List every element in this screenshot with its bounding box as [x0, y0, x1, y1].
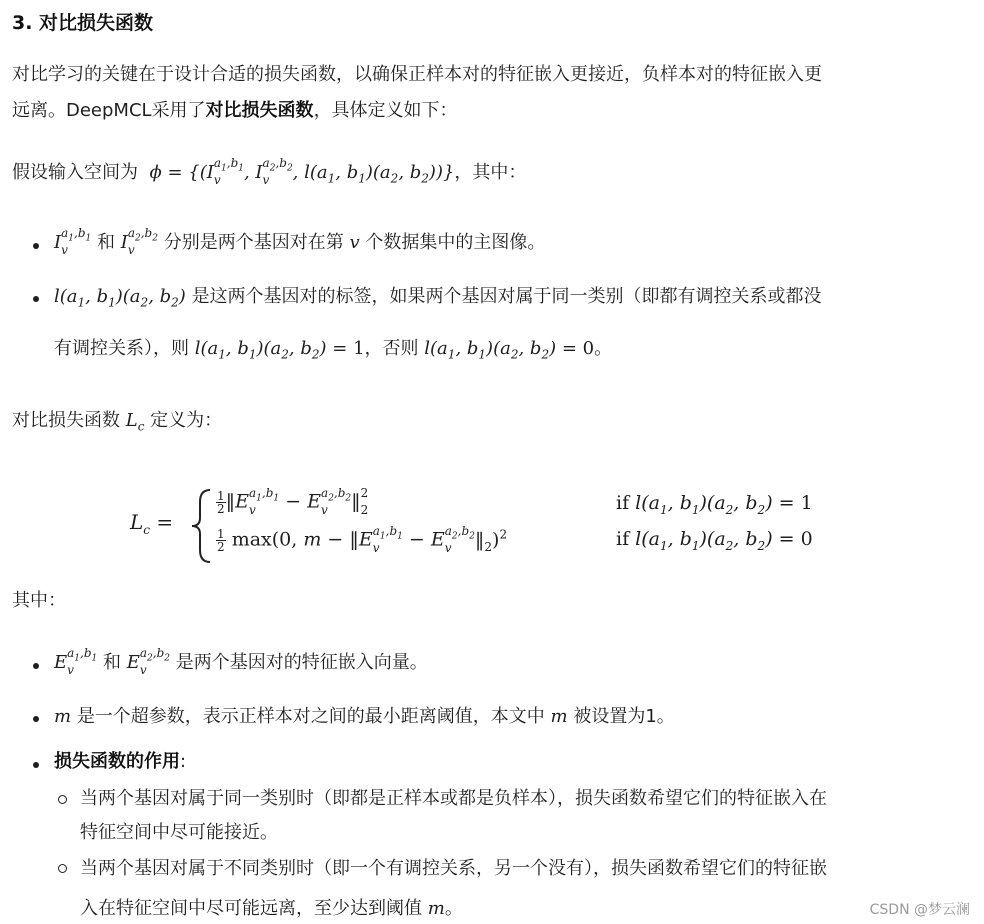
sub-bullet-circle — [58, 795, 67, 804]
where-2-text: 是一个超参数，表示正样本对之间的最小距离阈值，本文中 — [76, 706, 545, 727]
role-colon: : — [180, 751, 187, 772]
where-bullet-embeddings — [54, 648, 428, 678]
bullet-dot — [33, 762, 39, 768]
label-formula: $l(a_1$, $b_1)(a_2$, $b_2$) — [54, 286, 186, 310]
sub-bullet-2-line-2-end: 。 — [444, 898, 463, 919]
loss-def-prefix: 对比损失函数 — [12, 410, 120, 431]
intro-line-2 — [12, 96, 458, 126]
where-2-text-2: 被设置为1。 — [573, 706, 675, 727]
m-var: m — [550, 706, 568, 727]
intro-line-2-prefix: 远离。DeepMCL采用了 — [12, 100, 206, 121]
v-var: v — [349, 232, 360, 253]
i-v-a2b2: I $a_2,b_2$ v — [120, 226, 158, 257]
and-word: 和 — [103, 652, 121, 673]
loss-formula — [128, 484, 888, 568]
and-word: 和 — [96, 232, 115, 253]
where-1-text: 是两个基因对的特征嵌入向量。 — [175, 652, 428, 673]
bullet-1-text-2: 个数据集中的主图像。 — [365, 232, 546, 253]
bullet-dot — [33, 663, 39, 669]
label-eq-0: $l(a_1$, $b_1)(a_2$, $b_2) = 0$ — [424, 338, 595, 362]
bullet-2-line-2-prefix: 有调控关系），则 — [54, 338, 189, 359]
m-var: m — [427, 898, 445, 919]
formula-case-2: $\frac{1}{2}$ max(0, m − ‖E $a_1,b_1$ v − E $a_2,b_2$ v $‖_2)^2$ — [217, 523, 508, 555]
bullet-2-line-2-end: 。 — [594, 338, 613, 359]
m-var: m — [54, 706, 72, 727]
sub-bullet-2-line-2-prefix: 入在特征空间中尽可能远离，至少达到阈值 — [80, 898, 422, 919]
role-heading: 损失函数的作用 — [54, 751, 180, 772]
lc-symbol: $L_c$ — [125, 410, 145, 434]
intro-bold-term: 对比损失函数 — [205, 100, 314, 121]
bullet-main-images — [54, 228, 545, 258]
watermark: CSDN @梦云澜 — [869, 902, 970, 918]
sub-bullet-2-line-2 — [80, 894, 463, 924]
bullet-label-line-2 — [54, 334, 612, 364]
input-space-line — [12, 158, 526, 188]
where-bullet-role — [54, 747, 186, 777]
bullet-2-text: 是这两个基因对的标签，如果两个基因对属于同一类别（即都有调控关系或都没 — [191, 286, 822, 307]
bullet-dot — [33, 716, 39, 722]
loss-def-suffix: 定义为： — [150, 410, 223, 431]
section-title: 3. 对比损失函数 — [12, 12, 154, 34]
i-v-a1b1: I $a_1,b_1$ v — [54, 226, 92, 257]
formula-lhs: $L_c$ = — [130, 510, 174, 537]
sub-bullet-1-line-2: 特征空间中尽可能接近。 — [80, 822, 278, 843]
bullet-dot — [33, 243, 39, 249]
formula-case-1: $\frac{1}{2}$ ‖E $a_1,b_1$ v − E $a_2,b_2$ v ‖ 2 2 — [217, 485, 369, 517]
where-label: 其中： — [12, 590, 66, 611]
sub-bullet-2-line-1: 当两个基因对属于不同类别时（即一个有调控关系，另一个没有），损失函数希望它们的特征嵌 — [80, 858, 827, 879]
e-v-a1b1: E $a_1,b_1$ v — [54, 646, 98, 677]
bullet-1-text: 分别是两个基因对在第 — [163, 232, 344, 253]
input-space-suffix: ，其中： — [454, 162, 527, 183]
sub-bullet-circle — [58, 864, 67, 873]
intro-line-2-suffix: ，具体定义如下： — [313, 100, 458, 121]
intro-line-1: 对比学习的关键在于设计合适的损失函数，以确保正样本对的特征嵌入更接近，负样本对的特征嵌入更 — [12, 64, 822, 85]
bullet-2-line-2-mid: ，否则 — [364, 338, 419, 359]
loss-def-line — [12, 406, 222, 436]
input-space-prefix: 假设输入空间为 — [12, 162, 138, 183]
where-bullet-margin — [54, 702, 675, 732]
formula-cond-2: if $l(a_1$, $b_1)(a_2$, $b_2) = 0$ — [616, 528, 813, 553]
formula-cond-1: if $l(a_1$, $b_1)(a_2$, $b_2) = 1$ — [616, 492, 813, 517]
bullet-dot — [33, 296, 39, 302]
sub-bullet-1-line-1: 当两个基因对属于同一类别时（即都是正样本或都是负样本），损失函数希望它们的特征嵌入在 — [80, 788, 827, 809]
input-space-formula: ϕ = {(I $a_1,b_1$ v , I $a_2,b_2$ v , $l(a_1$, $b_1)(a_2$, $b_2$))} — [143, 156, 455, 187]
bullet-label-line-1 — [54, 282, 822, 312]
e-v-a2b2: E $a_2,b_2$ v — [126, 646, 170, 677]
label-eq-1: $l(a_1$, $b_1)(a_2$, $b_2) = 1$ — [194, 338, 365, 362]
